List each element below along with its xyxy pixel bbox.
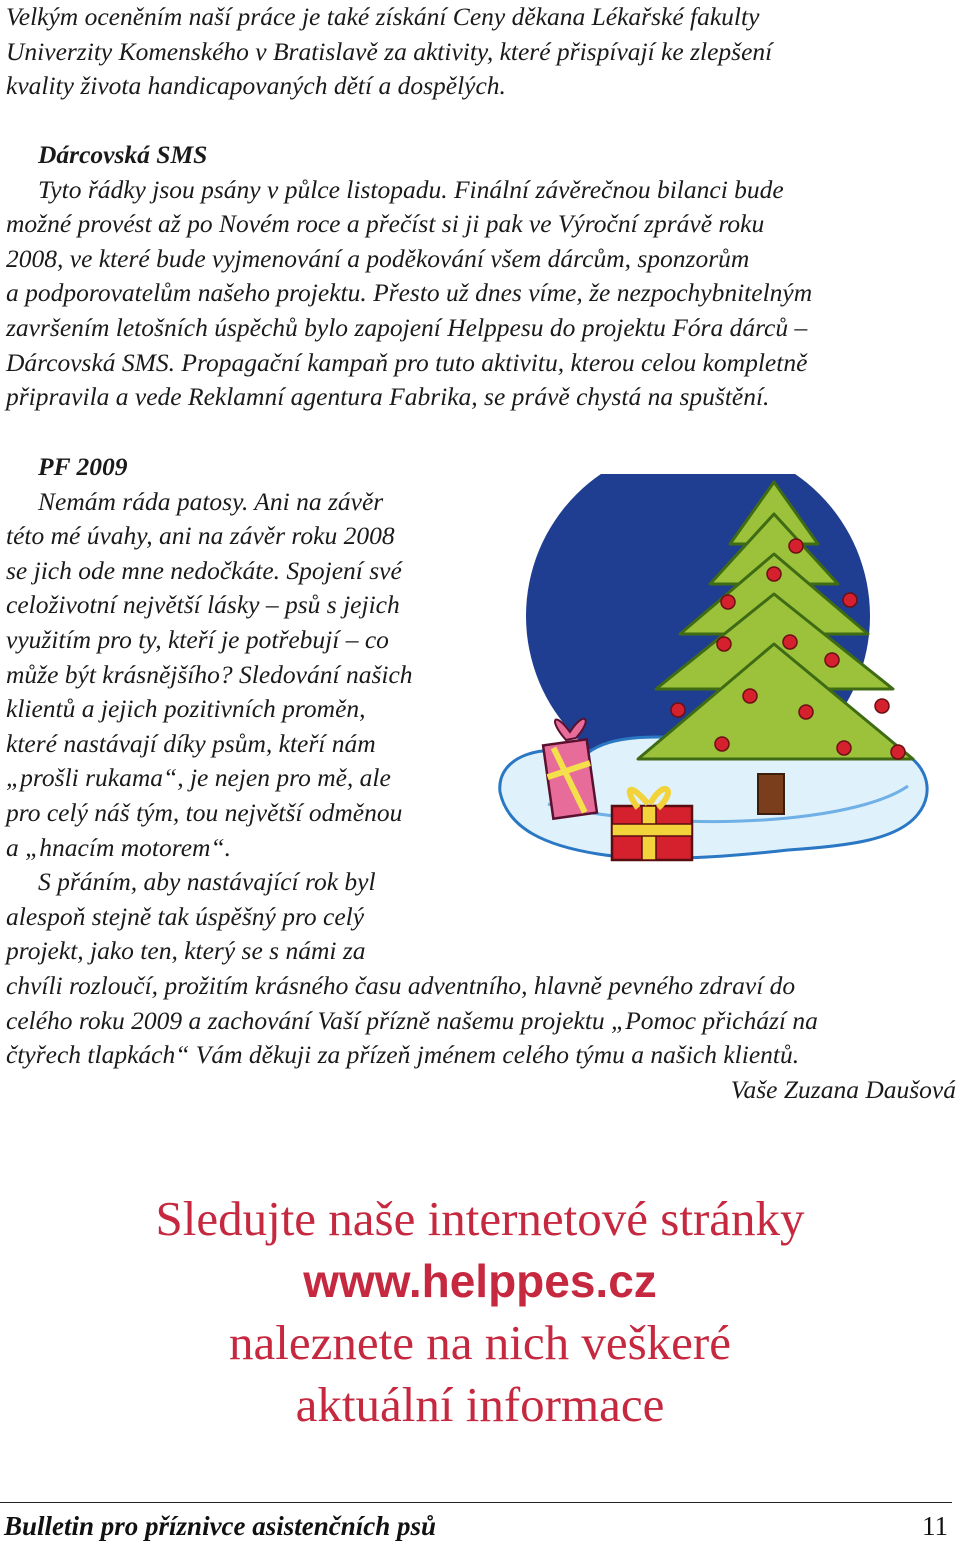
sms-heading: Dárcovská SMS bbox=[38, 140, 208, 169]
pf-line: využitím pro ty, kteří je potřebují – co bbox=[6, 624, 389, 654]
promo-line: Sledujte naše internetové stránky bbox=[155, 1191, 805, 1246]
pf-line: může být krásnějšího? Sledování našich bbox=[6, 659, 413, 689]
pf-line: chvíli rozloučí, prožitím krásného času adventního, hlavně pevného zdraví do bbox=[6, 970, 796, 1000]
pf-line: alespoň stejně tak úspěšný pro celý bbox=[6, 901, 365, 931]
website-link[interactable]: www.helppes.cz bbox=[303, 1255, 657, 1307]
intro-line: kvality života handicapovaných dětí a dospělých. bbox=[6, 71, 506, 101]
promo-block bbox=[0, 1188, 960, 1436]
pf-line: „prošli rukama“, je nejen pro mě, ale bbox=[6, 763, 391, 793]
pf-line: této mé úvahy, ani na závěr roku 2008 bbox=[6, 521, 395, 551]
pf-line: klientů a jejich pozitivních proměn, bbox=[6, 694, 366, 724]
signature: Vaše Zuzana Daušová bbox=[730, 1074, 956, 1104]
intro-line: Univerzity Komenského v Bratislavě za aktivity, které přispívají ke zlepšení bbox=[6, 36, 773, 66]
pf-line: projekt, jako ten, který se s námi za bbox=[6, 936, 366, 966]
sms-line: Dárcovská SMS. Propagační kampaň pro tuto aktivitu, kterou celou kompletně bbox=[6, 347, 808, 377]
pf-line: které nastávají díky psům, kteří nám bbox=[6, 728, 376, 758]
pf-line: se jich ode mne nedočkáte. Spojení své bbox=[6, 555, 402, 585]
promo-line: naleznete na nich veškeré bbox=[229, 1315, 731, 1370]
footer-title: Bulletin pro příznivce asistenčních psů bbox=[4, 1511, 437, 1541]
page-number: 11 bbox=[922, 1511, 948, 1541]
footer-divider bbox=[0, 1502, 952, 1503]
intro-line: Velkým oceněním naší práce je také získání Ceny děkana Lékařské fakulty bbox=[6, 2, 760, 31]
sms-line: možné provést až po Novém roce a přečíst si ji pak ve Výroční zprávě roku bbox=[6, 209, 765, 239]
pf-line: čtyřech tlapkách“ Vám děkuji za přízeň jménem celého týmu a našich klientů. bbox=[6, 1040, 800, 1070]
pf-heading: PF 2009 bbox=[38, 452, 128, 481]
sms-section bbox=[6, 138, 812, 415]
pf-line: Nemám ráda patosy. Ani na závěr bbox=[38, 486, 384, 516]
pf-line: S přáním, aby nastávající rok byl bbox=[38, 867, 376, 897]
sms-line: Tyto řádky jsou psány v půlce listopadu. Finální závěrečnou bilanci bude bbox=[38, 174, 784, 204]
intro-paragraph bbox=[6, 0, 772, 104]
sms-line: a podporovatelům našeho projektu. Přesto už dnes víme, že nezpochybnitelným bbox=[6, 278, 813, 308]
sms-line: završením letošních úspěchů bylo zapojení Helppesu do projektu Fóra dárců – bbox=[6, 312, 808, 342]
sms-line: 2008, ve které bude vyjmenování a poděkování všem dárcům, sponzorům bbox=[6, 243, 750, 273]
pf-line: a „hnacím motorem“. bbox=[6, 832, 232, 862]
sms-line: připravila a vede Reklamní agentura Fabrika, se právě chystá na spuštění. bbox=[6, 382, 770, 412]
promo-line: aktuální informace bbox=[295, 1377, 665, 1432]
pf-line: pro celý náš tým, tou největší odměnou bbox=[6, 797, 403, 827]
tree-trunk bbox=[758, 774, 784, 814]
pf-line: celého roku 2009 a zachování Vaší přízně našemu projektu „Pomoc přichází na bbox=[6, 1005, 818, 1035]
pf-line: celoživotní největší lásky – psů s jejich bbox=[6, 590, 400, 620]
christmas-tree-icon bbox=[488, 474, 936, 866]
